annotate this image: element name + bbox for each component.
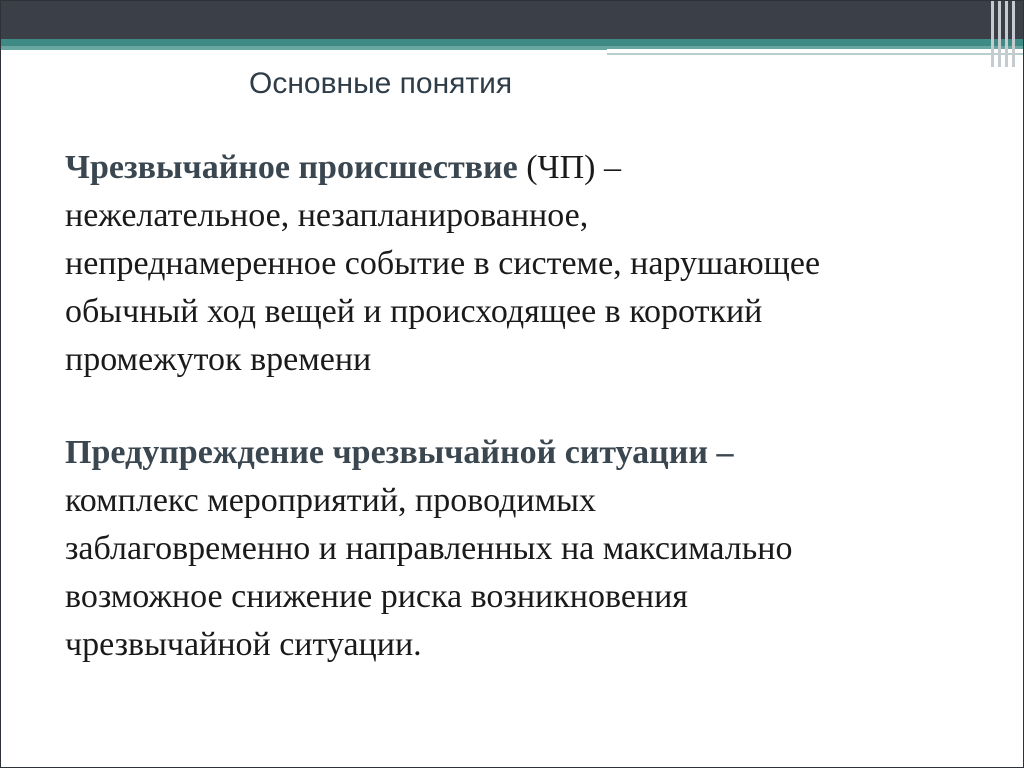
slide-title: Основные понятия bbox=[249, 67, 513, 100]
definition-1-line: непреднамеренное событие в системе, нарушающее bbox=[65, 245, 821, 282]
definition-1-term-suffix: (ЧП) – bbox=[517, 149, 621, 186]
header-thin-line bbox=[607, 53, 1023, 55]
definition-2-line: чрезвычайной ситуации. bbox=[65, 626, 422, 663]
definition-1-heading-line bbox=[65, 144, 985, 192]
definition-2-term: Предупреждение чрезвычайной ситуации – bbox=[65, 434, 734, 471]
stripe bbox=[1012, 1, 1015, 67]
definition-1-line: обычный ход вещей и происходящее в короткий bbox=[65, 293, 763, 330]
decorative-stripes bbox=[991, 1, 1015, 67]
stripe bbox=[998, 1, 1001, 67]
definition-block-2 bbox=[65, 429, 985, 669]
definition-1-line: промежуток времени bbox=[65, 341, 372, 378]
header-band-dark bbox=[1, 1, 1023, 39]
stripe bbox=[991, 1, 994, 67]
definition-2-line: возможное снижение риска возникновения bbox=[65, 578, 688, 615]
stripe bbox=[1005, 1, 1008, 67]
definition-1-term: Чрезвычайное происшествие bbox=[65, 149, 518, 186]
header-band-teal bbox=[1, 39, 1023, 46]
definition-2-line: заблаговременно и направленных на максимально bbox=[65, 530, 793, 567]
definition-1-line: нежелательное, незапланированное, bbox=[65, 197, 589, 234]
definition-2-heading-line bbox=[65, 429, 985, 477]
definition-block-1 bbox=[65, 144, 985, 384]
definition-2-line: комплекс мероприятий, проводимых bbox=[65, 482, 596, 519]
